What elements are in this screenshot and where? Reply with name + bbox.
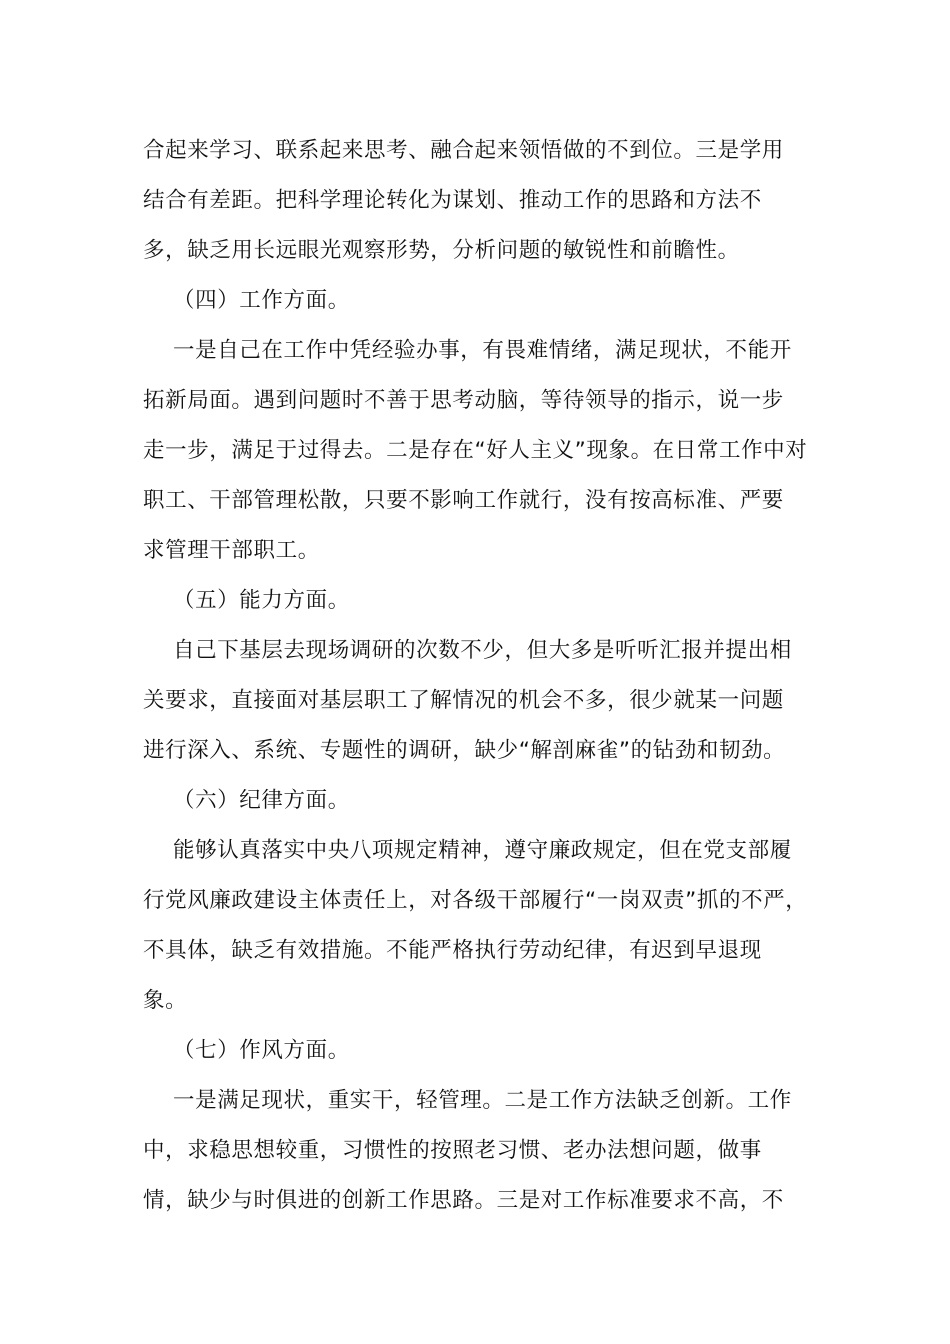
text-line: 关要求，直接面对基层职工了解情况的机会不多，很少就某一问题 — [143, 688, 784, 713]
paragraph-discipline — [143, 826, 807, 1026]
paragraph-style — [143, 1076, 807, 1226]
section-heading-ability: （五）能力方面。 — [173, 588, 350, 613]
text-line: 自己下基层去现场调研的次数不少，但大多是听听汇报并提出相 — [173, 638, 792, 663]
text-line: 进行深入、系统、专题性的调研，缺少“解剖麻雀”的钻劲和韧劲。 — [143, 738, 786, 763]
text-line: 拓新局面。遇到问题时不善于思考动脑，等待领导的指示，说一步 — [143, 388, 784, 413]
text-line: 结合有差距。把科学理论转化为谋划、推动工作的思路和方法不 — [143, 188, 762, 213]
document-body — [143, 126, 807, 1226]
text-line: 象。 — [143, 988, 188, 1013]
text-line: 走一步，满足于过得去。二是存在“好人主义”现象。在日常工作中对 — [143, 438, 808, 463]
paragraph-work — [143, 326, 807, 576]
section-heading-discipline: （六）纪律方面。 — [173, 788, 350, 813]
text-line: 多，缺乏用长远眼光观察形势，分析问题的敏锐性和前瞻性。 — [143, 238, 740, 263]
text-line: 行党风廉政建设主体责任上，对各级干部履行“一岗双责”抓的不严， — [143, 888, 808, 913]
text-line: 一是自己在工作中凭经验办事，有畏难情绪，满足现状，不能开 — [173, 338, 792, 363]
text-line: 求管理干部职工。 — [143, 538, 320, 563]
text-line: 情，缺少与时俱进的创新工作思路。三是对工作标准要求不高，不 — [143, 1188, 784, 1213]
text-line: 职工、干部管理松散，只要不影响工作就行，没有按高标准、严要 — [143, 488, 784, 513]
section-heading-work: （四）工作方面。 — [173, 288, 350, 313]
text-line: 能够认真落实中央八项规定精神，遵守廉政规定，但在党支部履 — [173, 838, 792, 863]
section-heading-style: （七）作风方面。 — [173, 1038, 350, 1063]
text-line: 合起来学习、联系起来思考、融合起来领悟做的不到位。三是学用 — [143, 138, 784, 163]
text-line: 一是满足现状，重实干，轻管理。二是工作方法缺乏创新。工作 — [173, 1088, 792, 1113]
text-line: 不具体，缺乏有效措施。不能严格执行劳动纪律，有迟到早退现 — [143, 938, 762, 963]
paragraph-ability — [143, 626, 807, 776]
text-line: 中，求稳思想较重，习惯性的按照老习惯、老办法想问题，做事 — [143, 1138, 762, 1163]
paragraph-study — [143, 126, 807, 276]
